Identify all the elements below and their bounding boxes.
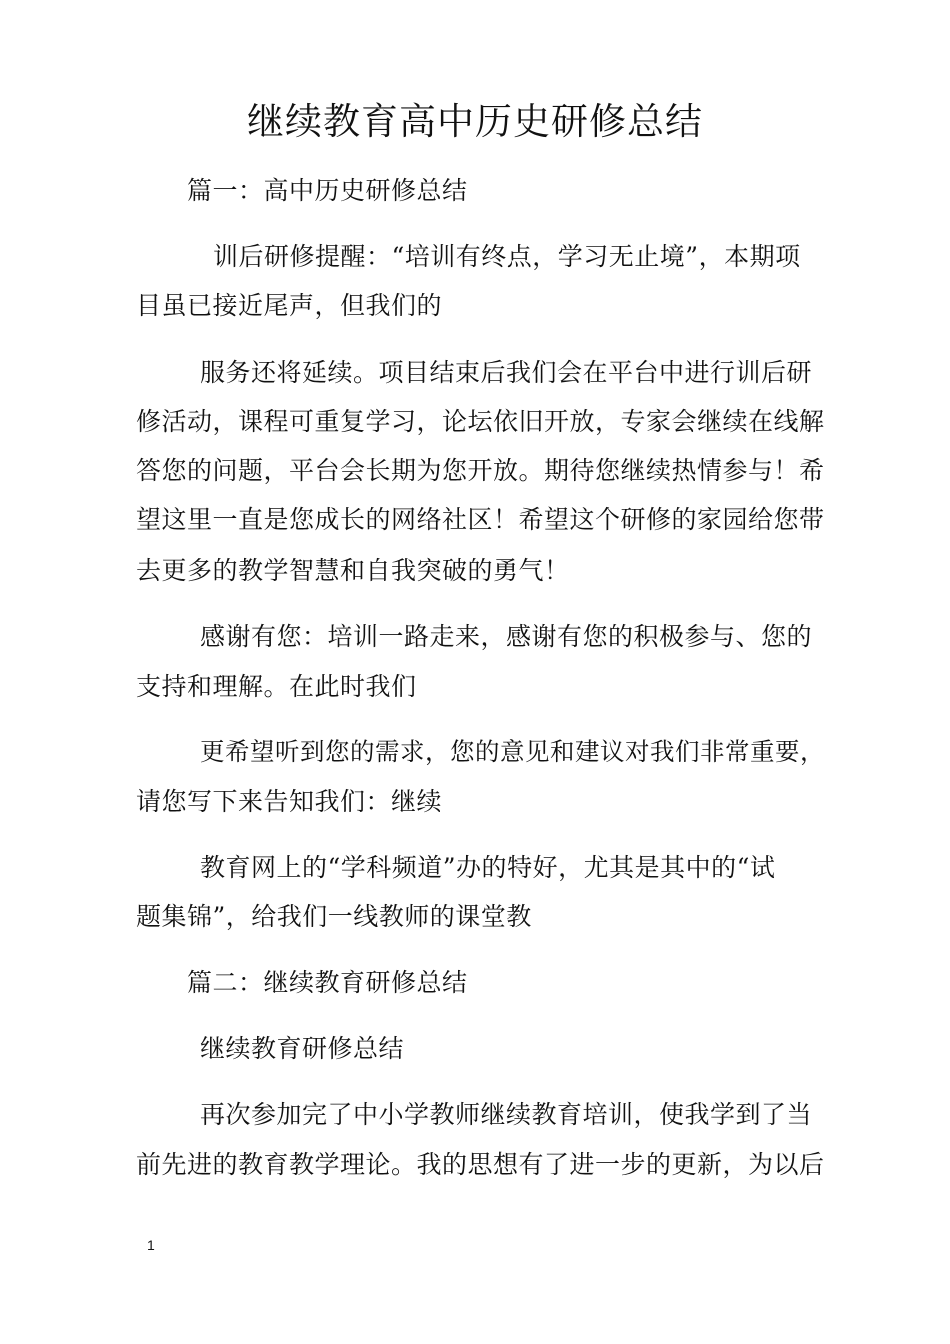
paragraph-2-line-5: 去更多的教学智慧和自我突破的勇气！ (136, 556, 570, 585)
paragraph-3-line-2: 支持和理解。在此时我们 (136, 672, 417, 701)
paragraph-2-line-3: 答您的问题，平台会长期为您开放。期待您继续热情参与！希 (136, 456, 825, 485)
section-heading-2: 篇二：继续教育研修总结 (187, 968, 468, 997)
paragraph-5-line-1: 教育网上的“学科频道”办的特好，尤其是其中的“试 (200, 853, 776, 882)
paragraph-2-line-2: 修活动，课程可重复学习，论坛依旧开放，专家会继续在线解 (136, 407, 825, 436)
paragraph-1-line-2: 目虽已接近尾声，但我们的 (136, 291, 443, 320)
paragraph-4-line-1: 更希望听到您的需求，您的意见和建议对我们非常重要， (200, 737, 825, 766)
paragraph-3-line-1: 感谢有您：培训一路走来，感谢有您的积极参与、您的 (200, 622, 813, 651)
section-heading-1: 篇一：高中历史研修总结 (187, 176, 468, 205)
paragraph-2-line-1: 服务还将延续。项目结束后我们会在平台中进行训后研 (200, 358, 813, 387)
section-2-subtitle: 继续教育研修总结 (200, 1034, 405, 1063)
paragraph-4-line-2: 请您写下来告知我们：继续 (136, 787, 443, 816)
page-number: 1 (147, 1237, 155, 1253)
paragraph-1-line-1: 训后研修提醒：“培训有终点，学习无止境”，本期项 (213, 242, 801, 271)
paragraph-6-line-1: 再次参加完了中小学教师继续教育培训，使我学到了当 (200, 1100, 813, 1129)
paragraph-2-line-4: 望这里一直是您成长的网络社区！希望这个研修的家园给您带 (136, 505, 825, 534)
document-title: 继续教育高中历史研修总结 (247, 100, 703, 143)
paragraph-5-line-2: 题集锦”，给我们一线教师的课堂教 (136, 902, 532, 931)
paragraph-6-line-2: 前先进的教育教学理论。我的思想有了进一步的更新，为以后 (136, 1150, 825, 1179)
